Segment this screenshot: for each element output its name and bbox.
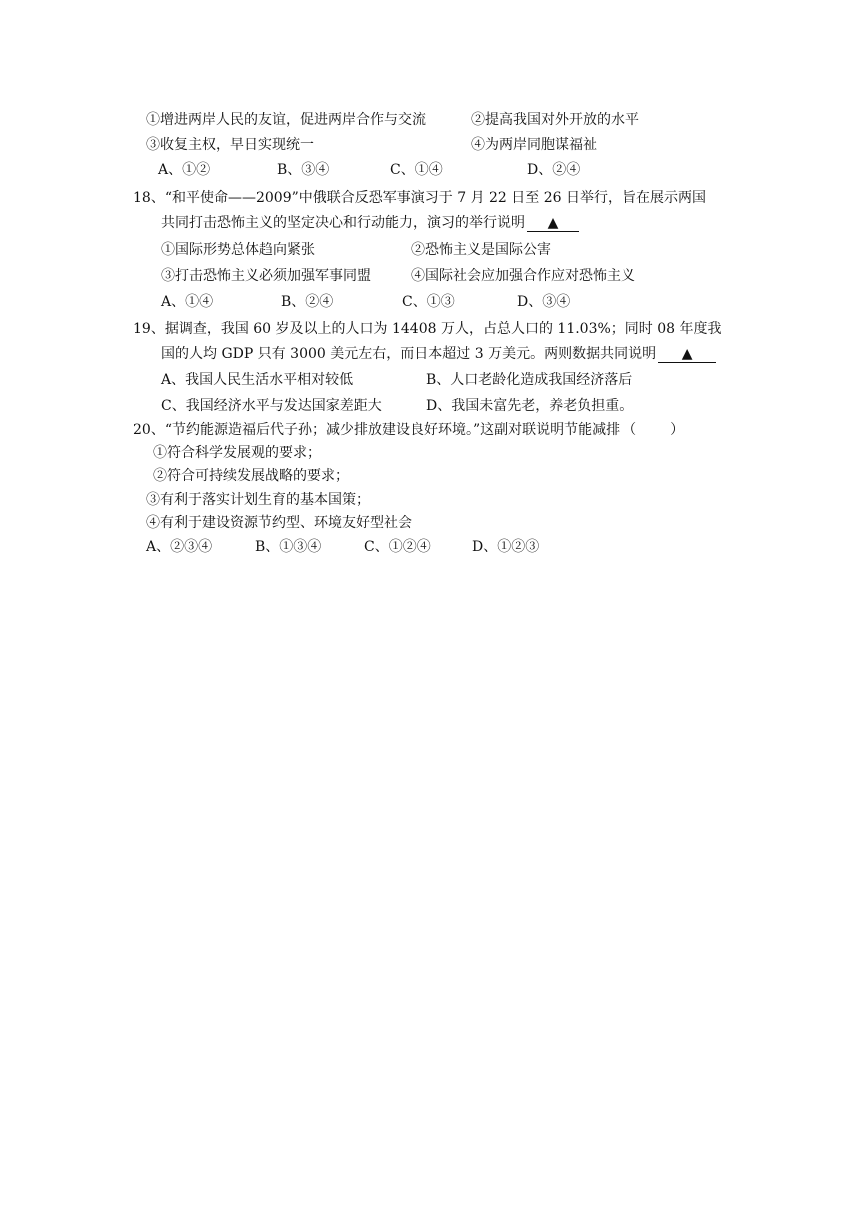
q20-option-4: ④有利于建设资源节约型、环境友好型社会	[146, 515, 412, 531]
q20-choice-d: D、①②③	[472, 539, 540, 555]
q20-answer-paren-open: （	[622, 422, 637, 438]
q18-stem-text: 共同打击恐怖主义的坚定决心和行动能力，演习的举行说明	[161, 215, 525, 231]
q19-stem-line-1: 19、据调查，我国 60 岁及以上的人口为 14408 万人，占总人口的 11.03%；同时 08 年度我	[133, 321, 722, 337]
q19-option-c: C、我国经济水平与发达国家差距大	[161, 398, 382, 414]
q20-stem-text: 20、“节约能源造福后代子孙；减少排放建设良好环境。”这副对联说明节能减排	[133, 422, 621, 438]
q18-answer-blank	[527, 215, 579, 232]
q19-option-b: B、人口老龄化造成我国经济落后	[426, 372, 633, 388]
q20-option-1: ①符合科学发展观的要求；	[153, 445, 321, 461]
q19-answer-blank	[658, 346, 716, 363]
q18-option-1: ①国际形势总体趋向紧张	[161, 242, 315, 258]
q17-choice-c: C、①④	[390, 162, 443, 178]
q17-choice-a: A、①②	[158, 162, 211, 178]
q19-stem-text: 国的人均 GDP 只有 3000 美元左右，而日本超过 3 万美元。两则数据共同说明	[161, 346, 657, 362]
q18-stem-line-2	[161, 214, 579, 232]
q19-option-a: A、我国人民生活水平相对较低	[161, 372, 354, 388]
q18-choice-a: A、①④	[161, 294, 214, 310]
q20-option-3: ③有利于落实计划生育的基本国策；	[146, 492, 370, 508]
q17-option-2: ②提高我国对外开放的水平	[471, 112, 639, 128]
q20-choice-a: A、②③④	[146, 539, 213, 555]
q18-choice-b: B、②④	[281, 294, 334, 310]
q20-stem-line	[133, 421, 684, 439]
q20-choice-b: B、①③④	[255, 539, 322, 555]
q17-option-1: ①增进两岸人民的友谊，促进两岸合作与交流	[146, 112, 426, 128]
q18-stem-line-1: 18、“和平使命——2009”中俄联合反恐军事演习于 7 月 22 日至 26 日举行，旨在展示两国	[133, 190, 706, 206]
q17-option-3: ③收复主权，早日实现统一	[146, 137, 314, 153]
q18-choice-c: C、①③	[402, 294, 455, 310]
q20-answer-paren-close: ）	[670, 422, 685, 438]
triangle-icon: ▲	[681, 346, 693, 362]
q18-option-3: ③打击恐怖主义必须加强军事同盟	[161, 268, 371, 284]
q17-choice-b: B、③④	[277, 162, 330, 178]
q20-choice-c: C、①②④	[364, 539, 431, 555]
q19-option-d: D、我国未富先老，养老负担重。	[426, 398, 634, 414]
q17-choice-d: D、②④	[527, 162, 581, 178]
q18-option-2: ②恐怖主义是国际公害	[411, 242, 551, 258]
triangle-icon: ▲	[547, 215, 559, 231]
q18-choice-d: D、③④	[517, 294, 571, 310]
q20-option-2: ②符合可持续发展战略的要求；	[153, 468, 349, 484]
q18-option-4: ④国际社会应加强合作应对恐怖主义	[411, 268, 635, 284]
q19-stem-line-2	[161, 345, 716, 363]
q17-option-4: ④为两岸同胞谋福祉	[471, 137, 597, 153]
